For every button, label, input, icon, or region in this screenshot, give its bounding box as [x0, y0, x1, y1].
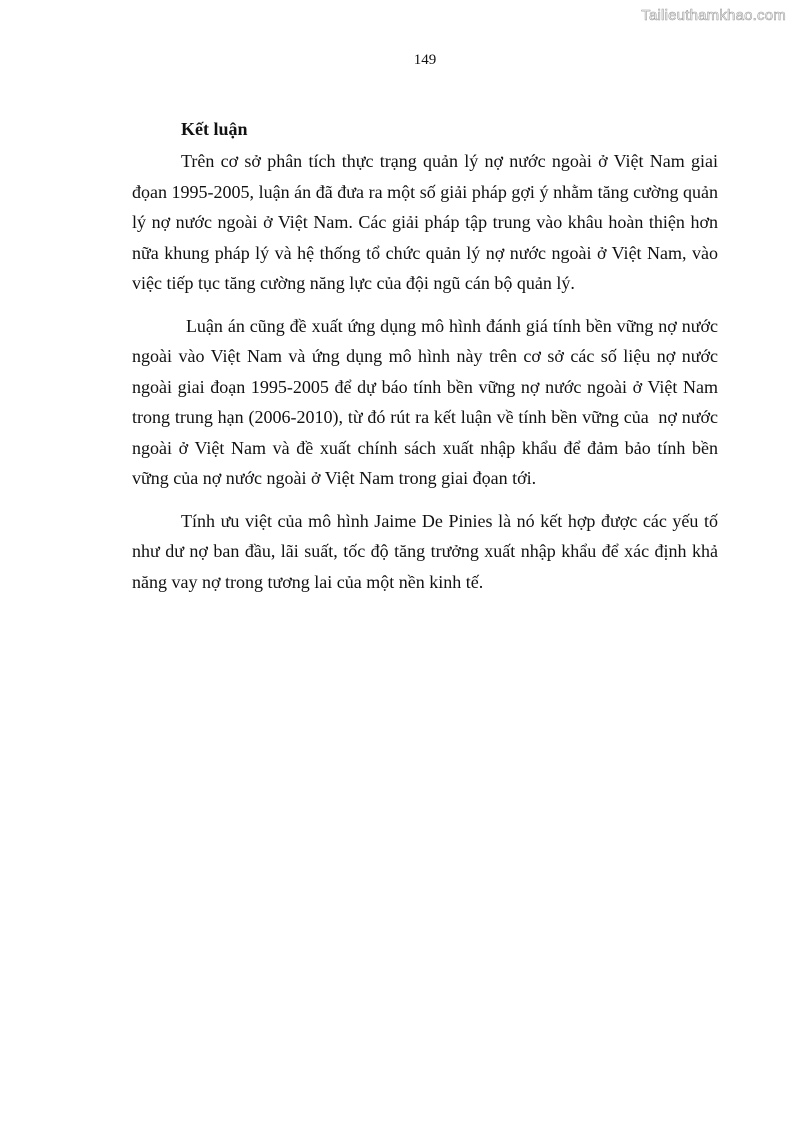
section-heading: Kết luận [181, 119, 248, 139]
paragraph-3: Tính ưu việt của mô hình Jaime De Pinies là nó kết hợp được các yếu tố như dư nợ ban đầu, lãi suất, tốc độ tăng trưởng xuất nhập khẩu để xác định khả năng vay nợ trong tương lai của một nền kinh tế. [132, 510, 718, 592]
paragraph-2: Luận án cũng đề xuất ứng dụng mô hình đánh giá tính bền vững nợ nước ngoài vào Việt Nam và ứng dụng mô hình này trên cơ sở các số liệu nợ nước ngoài giai đoạn 1995-2005 để dự báo tính bền vững nợ nước ngoài ở Việt Nam trong trung hạn (2006-2010), từ đó rút ra kết luận về tính bền vững của nợ nước ngoài ở Việt Nam và đề xuất chính sách xuất nhập khẩu để đảm bảo tính bền vững của nợ nước ngoài ở Việt Nam trong giai đọan tới. [132, 315, 727, 488]
watermark-text: Tailieuthamkhao.com [641, 7, 786, 24]
page-number: 149 [413, 52, 437, 68]
paragraph-1: Trên cơ sở phân tích thực trạng quản lý nợ nước ngoài ở Việt Nam giai đọan 1995-2005, luận án đã đưa ra một số giải pháp gợi ý nhằm tăng cường quản lý nợ nước ngoài ở Việt Nam. Các giải pháp tập trung vào khâu hoàn thiện hơn nữa khung pháp lý và hệ thống tổ chức quản lý nợ nước ngoài ở Việt Nam, vào việc tiếp tục tăng cường năng lực của đội ngũ cán bộ quản lý. [132, 151, 718, 293]
document-body [132, 112, 727, 609]
